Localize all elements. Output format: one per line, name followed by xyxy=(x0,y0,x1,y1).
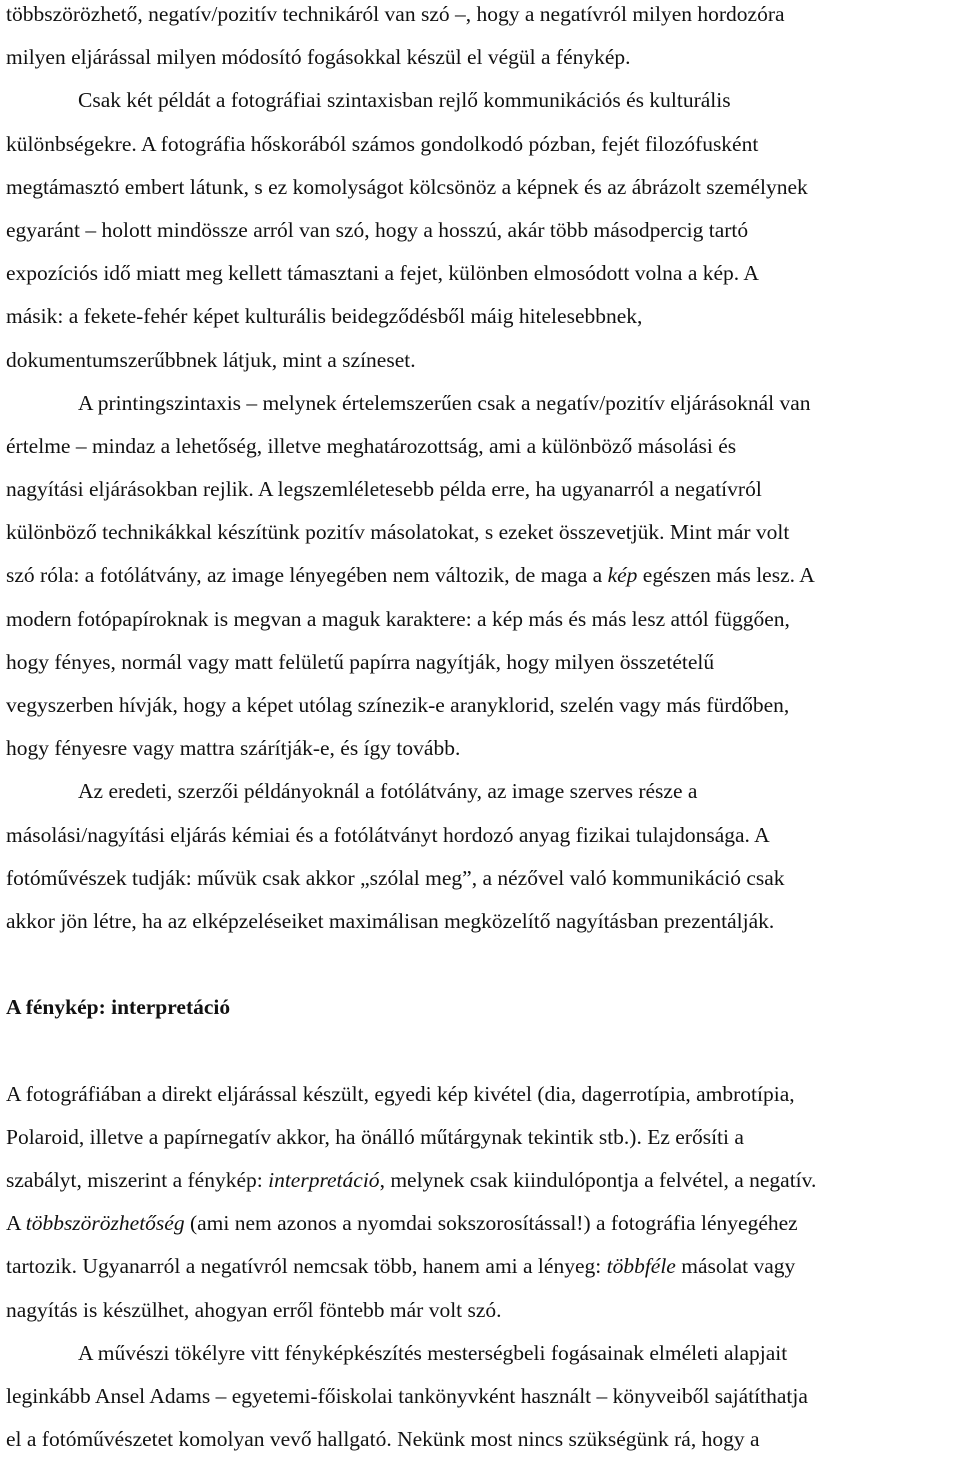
text-line: A művészi tökélyre vitt fényképkészítés mesterségbeli fogásainak elméleti alapjait xyxy=(78,1340,788,1365)
text-line xyxy=(6,1202,954,1245)
emphasis-text: interpretáció xyxy=(268,1168,380,1193)
paragraph-1 xyxy=(6,0,954,79)
text-line: milyen eljárással milyen módosító fogásokkal készül el végül a fénykép. xyxy=(6,45,631,70)
spacer xyxy=(6,1030,954,1073)
text-line: nagyítási eljárásokban rejlik. A legszemléletesebb példa erre, ha ugyanarról a negatívról xyxy=(6,477,762,502)
text-run: szabályt, miszerint a fénykép: xyxy=(6,1168,269,1193)
paragraph-4 xyxy=(6,770,954,943)
text-line xyxy=(6,554,954,597)
text-line: másik: a fekete-fehér képet kulturális beidegződésből máig hitelesebbnek, xyxy=(6,304,643,329)
document-page xyxy=(6,0,954,1461)
text-line: fotóművészek tudják: művük csak akkor „szólal meg”, a nézővel való kommunikáció csak xyxy=(6,865,785,890)
spacer xyxy=(6,943,954,986)
text-line: egyaránt – holott mindössze arról van szó, hogy a hosszú, akár több másodpercig tartó xyxy=(6,217,749,242)
text-line: másolási/nagyítási eljárás kémiai és a fotólátványt hordozó anyag fizikai tulajdonsága. A xyxy=(6,822,770,847)
paragraph-6 xyxy=(6,1332,954,1462)
text-run: , melynek csak kiindulópontja a felvétel, a negatív. xyxy=(379,1168,817,1193)
text-run: tartozik. Ugyanarról a negatívról nemcsak több, hanem ami a lényeg: xyxy=(6,1254,607,1279)
emphasis-text: kép xyxy=(607,563,638,588)
text-run: egészen más lesz. A xyxy=(637,563,815,588)
text-line xyxy=(6,1159,954,1202)
text-line: megtámasztó embert látunk, s ez komolyságot kölcsönöz a képnek és az ábrázolt személynek xyxy=(6,174,808,199)
text-run: szó róla: a fotólátvány, az image lényegében nem változik, de maga a xyxy=(6,563,608,588)
text-line: hogy fényes, normál vagy matt felületű papírra nagyítják, hogy milyen összetételű xyxy=(6,649,715,674)
text-line: A printingszintaxis – melynek értelemszerűen csak a negatív/pozitív eljárásoknál van xyxy=(78,390,811,415)
text-line: Polaroid, illetve a papírnegatív akkor, ha önálló műtárgynak tekintik stb.). Ez erősíti a xyxy=(6,1124,744,1149)
text-run: A xyxy=(6,1211,26,1236)
text-run: (ami nem azonos a nyomdai sokszorosítással!) a fotográfia lényegéhez xyxy=(184,1211,798,1236)
section-heading: A fénykép: interpretáció xyxy=(6,995,231,1020)
text-line xyxy=(6,1245,954,1288)
text-line: nagyítás is készülhet, ahogyan erről föntebb már volt szó. xyxy=(6,1297,502,1322)
text-line: vegyszerben hívják, hogy a képet utólag színezik-e aranyklorid, szelén vagy más fürdőben, xyxy=(6,693,790,717)
text-line: Csak két példát a fotográfiai szintaxisban rejlő kommunikációs és kulturális xyxy=(78,88,731,113)
text-line: modern fotópapíroknak is megvan a maguk karaktere: a kép más és más lesz attól függően, xyxy=(6,606,790,631)
text-line: különbségekre. A fotográfia hőskorából számos gondolkodó pózban, fejét filozófusként xyxy=(6,131,759,156)
text-line: akkor jön létre, ha az elképzeléseiket maximálisan megközelítő nagyításban prezentálják. xyxy=(6,908,775,933)
text-line: dokumentumszerűbbnek látjuk, mint a színeset. xyxy=(6,347,416,372)
text-line: értelme – mindaz a lehetőség, illetve meghatározottság, ami a különböző másolási és xyxy=(6,433,737,458)
text-line: különböző technikákkal készítünk pozitív másolatokat, s ezeket összevetjük. Mint már volt xyxy=(6,520,790,545)
text-line: el a fotóművészetet komolyan vevő hallgató. Nekünk most nincs szükségünk rá, hogy a xyxy=(6,1427,760,1452)
text-line: leginkább Ansel Adams – egyetemi-főiskolai tankönyvként használt – könyveiből sajátíthatja xyxy=(6,1384,808,1408)
paragraph-3 xyxy=(6,382,954,771)
text-line: expozíciós idő miatt meg kellett támasztani a fejet, különben elmosódott volna a kép. A xyxy=(6,261,759,286)
text-run: másolat vagy xyxy=(675,1254,796,1279)
text-line: A fotográfiában a direkt eljárással készült, egyedi kép kivétel (dia, dagerrotípia, ambrotípia, xyxy=(6,1081,795,1106)
text-line: hogy fényesre vagy mattra szárítják-e, és így tovább. xyxy=(6,736,461,761)
text-line: többszörözhető, negatív/pozitív technikáról van szó –, hogy a negatívról milyen hordozóra xyxy=(6,2,785,26)
emphasis-text: többszörözhetőség xyxy=(25,1211,185,1236)
text-line: Az eredeti, szerzői példányoknál a fotólátvány, az image szerves része a xyxy=(78,779,698,804)
paragraph-5 xyxy=(6,1073,954,1332)
paragraph-2 xyxy=(6,79,954,381)
emphasis-text: többféle xyxy=(606,1254,676,1279)
